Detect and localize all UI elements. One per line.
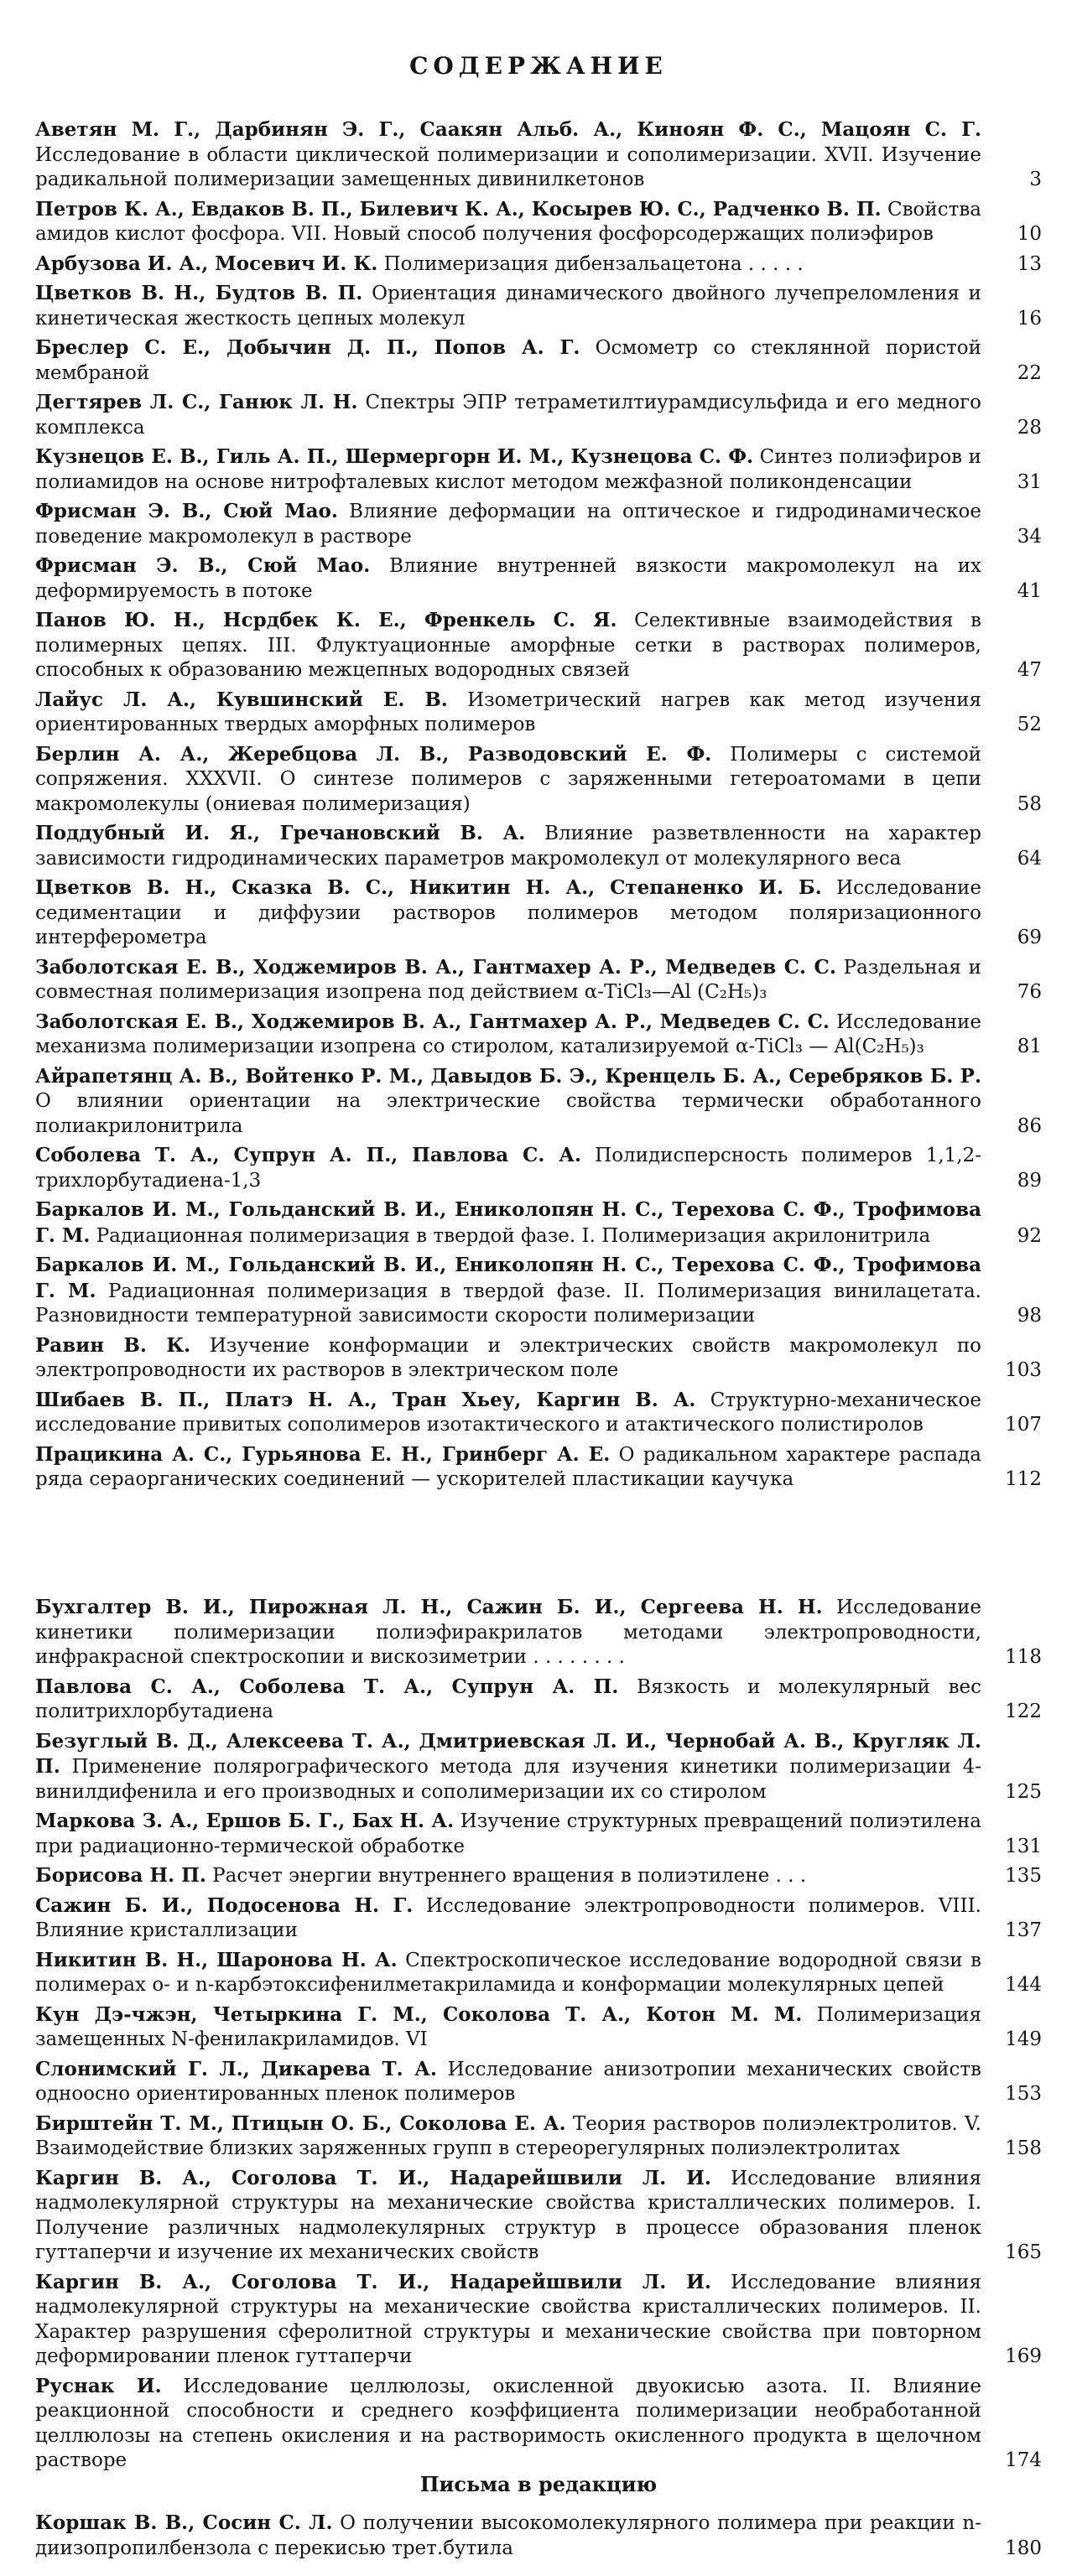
- toc-entry: [35, 1893, 1042, 1944]
- toc-entry-text: [35, 553, 981, 604]
- toc-entry-page: 69: [1017, 927, 1042, 948]
- toc-entry-title: Исследование электропроводности полимеров. VIII. Влияние кристаллизации: [35, 1894, 981, 1941]
- toc-entry: [35, 1253, 1042, 1329]
- toc-entry-page: 76: [1017, 981, 1042, 1003]
- toc-entry-authors: Аветян М. Г., Дарбинян Э. Г., Саакян Альб. А., Киноян Ф. С., Мацоян С. Г.: [35, 118, 981, 141]
- toc-entry-page: 13: [1017, 252, 1042, 275]
- toc-entry: [35, 955, 1042, 1005]
- toc-entry-text: [35, 2374, 981, 2474]
- toc-entry-page: 149: [1005, 2028, 1042, 2050]
- toc-entry-page: 89: [1017, 1169, 1042, 1192]
- toc-entry: [35, 1388, 1042, 1438]
- toc-entry: [35, 1675, 1042, 1725]
- toc-entry-title: Влияние внутренней вязкости макромолекул на их деформируемость в потоке: [35, 555, 981, 602]
- toc-entry-text: [35, 390, 981, 440]
- letters-heading: Письма в редакцию: [419, 2472, 658, 2496]
- toc-entry-title: Влияние разветвленности на характер зависимости гидродинамических параметров макромолекул от молекулярного веса: [35, 823, 981, 870]
- toc-entry-authors: Поддубный И. Я., Гречановский В. А.: [35, 822, 526, 844]
- toc-entry-authors: Панов Ю. Н., Нсрдбек К. Е., Френкель С. Я.: [35, 609, 617, 631]
- toc-entry: [35, 1863, 1042, 1889]
- toc-entry-text: [35, 335, 981, 386]
- toc-entry-page: 112: [1005, 1468, 1042, 1490]
- toc-entry-text: [35, 1253, 981, 1329]
- toc-entry: [35, 1595, 1042, 1670]
- toc-entry: [35, 688, 1042, 738]
- toc-entry-title: Теория растворов полиэлектролитов. V. Взаимодействие близких заряженных групп в стереорегулярных полиэлектролитах: [35, 2112, 981, 2159]
- toc-entry-authors: Слонимский Г. Л., Дикарева Т. А.: [35, 2057, 437, 2080]
- toc-entry-authors: Никитин В. Н., Шаронова Н. А.: [35, 1948, 398, 1971]
- toc-entry: [35, 117, 1042, 193]
- toc-entry-title: Исследование целлюлозы, окисленной двуокисью азота. II. Влияние реакционной способности и среднего коэффициента полимеризации необработанной целлюлозы на степень окисления и на растворимость окисленного продукта в щелочном растворе: [35, 2375, 981, 2471]
- toc-entry-text: [35, 444, 981, 495]
- toc-entry-text: [35, 955, 981, 1005]
- toc-entry-page: 158: [1005, 2137, 1042, 2159]
- toc-entry: [35, 1333, 1042, 1384]
- toc-entry-text: [35, 1064, 981, 1140]
- toc-entry-authors: Бреслер С. Е., Добычин Д. П., Попов А. Г.: [35, 336, 580, 359]
- toc-entry-page: 103: [1005, 1359, 1042, 1381]
- toc-entry: [35, 1197, 1042, 1249]
- toc-entry: [35, 1809, 1042, 1859]
- toc-entry-page: 107: [1005, 1414, 1042, 1436]
- toc-entry-page: 180: [1005, 2537, 1042, 2559]
- toc-entry: [35, 553, 1042, 604]
- toc-entry: [35, 1064, 1042, 1140]
- toc-entry-text: [35, 1143, 981, 1193]
- toc-entry-title: О влиянии ориентации на электрические свойства термически обработанного полиакрилонитрила: [35, 1090, 981, 1137]
- toc-entry-authors: Соболева Т. А., Супрун А. П., Павлова С. А.: [35, 1144, 581, 1166]
- toc-entry-page: 144: [1005, 1974, 1042, 1996]
- toc-entry-text: [35, 608, 981, 683]
- toc-entry-text: [35, 1595, 981, 1670]
- toc-entry-text: [35, 1729, 981, 1805]
- toc-entry-page: 118: [1005, 1646, 1042, 1668]
- toc-entry-authors: Каргин В. А., Соголова Т. И., Надарейшвили Л. И.: [35, 2270, 711, 2293]
- toc-entry-title: Синтез полиэфиров и полиамидов на основе нитрофталевых кислот методом межфазной поликонденсации: [35, 446, 981, 493]
- toc-entry-title: Исследование влияния надмолекулярной структуры на механические свойства кристаллических полимеров. II. Характер разрушения сферолитной структуры и механические свойства при повторном деформировании пленок гуттаперчи: [35, 2271, 981, 2367]
- toc-entry-page: 137: [1005, 1919, 1042, 1941]
- toc-entry-page: 3: [1029, 169, 1042, 190]
- toc-entry-title: Вязкость и молекулярный вес политрихлорбутадиена: [35, 1675, 982, 1722]
- toc-entry-title: О получении высокомолекулярного полимера при реакции n-диизопропилбензола с перекисью трет.бутила: [35, 2512, 982, 2559]
- toc-entry: [35, 390, 1042, 440]
- toc-entry-text: [35, 742, 981, 818]
- toc-entry-page: 81: [1017, 1036, 1042, 1057]
- toc-entry-page: 41: [1017, 579, 1042, 602]
- toc-entry-title: Радиационная полимеризация в твердой фазе. I. Полимеризация акрилонитрила: [96, 1224, 931, 1247]
- toc-entry-title: Свойства амидов кислот фосфора. VII. Новый способ получения фосфорсодержащих полиэфиров: [35, 198, 981, 245]
- toc-entry-authors: Равин В. К.: [35, 1333, 191, 1357]
- toc-entry-authors: Цветков В. Н., Будтов В. П.: [35, 282, 363, 304]
- toc-entry-text: [35, 1675, 981, 1725]
- toc-entry-text: [35, 1010, 981, 1060]
- toc-entry-page: 86: [1017, 1114, 1042, 1137]
- toc-entry: [35, 335, 1042, 386]
- toc-entry-authors: Руснак И.: [35, 2374, 162, 2397]
- toc-entry-title: Применение полярографического метода для изучения кинетики полимеризации 4-винилдифенила и его производных и сополимеризации их со стиролом: [35, 1756, 981, 1803]
- toc-entry-page: 92: [1017, 1224, 1042, 1247]
- toc-entry-title: Спектры ЭПР тетраметилтиурамдисульфида и его медного комплекса: [35, 392, 981, 439]
- toc-entry-page: 22: [1017, 361, 1042, 384]
- page-title: СОДЕРЖАНИЕ: [409, 52, 668, 80]
- toc-entry-text: [35, 1893, 981, 1944]
- toc-entry-page: 52: [1017, 714, 1042, 735]
- toc-entry-authors: Кун Дэ-чжэн, Четыркина Г. М., Соколова Т. А., Котон М. М.: [35, 2002, 803, 2026]
- toc-entry: [35, 2374, 1042, 2474]
- toc-entry-authors: Берлин А. А., Жеребцова Л. В., Разводовский Е. Ф.: [35, 742, 712, 766]
- toc-entry-page: 34: [1017, 525, 1042, 548]
- toc-entry-title: Селективные взаимодействия в полимерных цепях. III. Флуктуационные аморфные сетки в растворах полимеров, способных к образованию межцепных водородных связей: [35, 610, 982, 681]
- toc-entry-authors: Маркова З. А., Ершов Б. Г., Бах Н. А.: [35, 1810, 455, 1832]
- toc-entry-title: Расчет энергии внутреннего вращения в полиэтилене . . .: [212, 1865, 807, 1887]
- toc-entry-page: 16: [1017, 307, 1042, 330]
- toc-entry-authors: Бирштейн Т. М., Птицын О. Б., Соколова Е. А.: [35, 2111, 566, 2135]
- toc-entry-page: 135: [1005, 1865, 1042, 1887]
- toc-entry: [35, 2270, 1042, 2370]
- toc-entry: [35, 281, 1042, 331]
- toc-group-1: [35, 117, 1042, 1497]
- toc-entry-page: 64: [1017, 847, 1042, 870]
- toc-entry: [35, 875, 1042, 951]
- toc-entry-text: [35, 1863, 981, 1889]
- toc-entry: [35, 1010, 1042, 1060]
- toc-entry-text: [35, 2511, 981, 2561]
- toc-entry: [35, 1442, 1042, 1493]
- toc-entry-title: Осмометр со стеклянной пористой мембраной: [35, 337, 981, 384]
- toc-entry-authors: Лайус Л. А., Кувшинский Е. В.: [35, 688, 448, 711]
- toc-entry-page: 165: [1005, 2241, 1042, 2263]
- toc-entry-text: [35, 2002, 981, 2053]
- toc-entry-text: [35, 821, 981, 871]
- toc-entry-authors: Бухгалтер В. И., Пирожная Л. Н., Сажин Б. И., Сергеева Н. Н.: [35, 1596, 823, 1618]
- toc-entry-authors: Заболотская Е. В., Ходжемиров В. А., Гантмахер А. Р., Медведев С. С.: [35, 955, 836, 979]
- toc-entry-text: [35, 1442, 981, 1493]
- toc-entry-text: [35, 2057, 981, 2107]
- toc-group-3: [35, 2511, 1042, 2565]
- toc-entry-page: 47: [1017, 659, 1042, 681]
- toc-entry-title: Исследование кинетики полимеризации полиэфиракрилатов методами электропроводности, инфракрасной спектроскопии и вискозиметрии . . . . . . . .: [35, 1597, 982, 1668]
- toc-entry-authors: Борисова Н. П.: [35, 1864, 206, 1887]
- toc-entry-text: [35, 2166, 981, 2266]
- toc-entry-title: Полидисперсность полимеров 1,1,2-трихлорбутадиена-1,3: [35, 1145, 982, 1192]
- toc-entry-title: Исследование в области циклической полимеризации и сополимеризации. XVII. Изучение радикальной полимеризации замещенных дивинилкетонов: [35, 143, 981, 190]
- toc-entry-authors: Безуглый В. Д., Алексеева Т. А., Дмитриевская Л. И., Чернобай А. В., Кругляк Л. П.: [35, 1729, 981, 1778]
- toc-entry-text: [35, 499, 981, 549]
- toc-entry-page: 28: [1017, 416, 1042, 439]
- toc-entry-title: Спектроскопическое исследование водородной связи в полимерах о- и n-карбэтоксифенилметакриламида и конформации молекулярных цепей: [35, 1949, 982, 1996]
- toc-entry-page: 122: [1005, 1701, 1042, 1722]
- toc-entry-authors: Баркалов И. М., Гольданский В. И., Ениколопян Н. С., Терехова С. Ф., Трофимова Г. М.: [35, 1254, 981, 1302]
- toc-entry-authors: Шибаев В. П., Платэ Н. А., Тран Хьеу, Каргин В. А.: [35, 1388, 696, 1411]
- toc-entry: [35, 2002, 1042, 2053]
- toc-entry: [35, 197, 1042, 247]
- toc-entry-authors: Павлова С. А., Соболева Т. А., Супрун А. П.: [35, 1675, 619, 1698]
- toc-entry-page: 153: [1005, 2083, 1042, 2105]
- toc-entry-title: Влияние деформации на оптическое и гидродинамическое поведение макромолекул в растворе: [35, 501, 981, 548]
- toc-entry-authors: Баркалов И. М., Гольданский В. И., Ениколопян Н. С., Терехова С. Ф., Трофимова Г. М.: [35, 1198, 981, 1247]
- toc-entry-text: [35, 2111, 981, 2162]
- toc-entry-title: Изучение структурных превращений полиэтилена при радиационно-термической обработке: [35, 1810, 982, 1857]
- toc-entry-text: [35, 1948, 981, 1998]
- toc-entry: [35, 2166, 1042, 2266]
- toc-entry: [35, 821, 1042, 871]
- toc-entry-page: 131: [1005, 1835, 1042, 1857]
- toc-entry-text: [35, 252, 981, 278]
- toc-entry-title: Исследование механизма полимеризации изопрена со стиролом, катализируемой α-TiCl₃ — Al(C₂H₅)₃: [35, 1010, 981, 1057]
- toc-entry: [35, 608, 1042, 683]
- toc-entry: [35, 1729, 1042, 1805]
- toc-entry-title: Изометрический нагрев как метод изучения ориентированных твердых аморфных полимеров: [35, 688, 982, 735]
- toc-entry-title: Полимеризация дибензальацетона . . . . .: [383, 252, 804, 275]
- toc-entry: [35, 444, 1042, 495]
- toc-group-2: [35, 1595, 1042, 2478]
- toc-entry-authors: Кузнецов Е. В., Гиль А. П., Шермергорн И. М., Кузнецова С. Ф.: [35, 445, 754, 468]
- toc-entry: [35, 742, 1042, 818]
- toc-entry-authors: Фрисман Э. В., Сюй Мао.: [35, 500, 338, 522]
- toc-entry-page: 125: [1005, 1780, 1042, 1803]
- toc-entry-title: Радиационная полимеризация в твердой фазе. II. Полимеризация винилацетата. Разновидности температурной зависимости скорости полимеризации: [35, 1280, 981, 1327]
- toc-entry-text: [35, 117, 981, 193]
- toc-entry-authors: Працикина А. С., Гурьянова Е. Н., Гринберг А. Е.: [35, 1442, 611, 1466]
- toc-entry-title: Раздельная и совместная полимеризация изопрена под действием α-TiCl₃—Al (C₂H₅)₃: [35, 956, 981, 1003]
- toc-entry-text: [35, 1333, 981, 1384]
- toc-entry-title: Исследование анизотропии механических свойств одноосно ориентированных пленок полимеров: [35, 2058, 981, 2105]
- toc-entry-authors: Арбузова И. А., Мосевич И. К.: [35, 252, 378, 275]
- toc-entry-title: Исследование влияния надмолекулярной структуры на механические свойства кристаллических полимеров. I. Получение различных надмолекулярных структур в процессе образования пленок гуттаперчи и изучение их механических свойств: [35, 2167, 981, 2263]
- toc-entry-text: [35, 1809, 981, 1859]
- toc-entry-authors: Сажин Б. И., Подосенова Н. Г.: [35, 1893, 414, 1917]
- toc-entry-page: 58: [1017, 792, 1042, 815]
- toc-entry-title: О радикальном характере распада ряда сераорганических соединений — ускорителей пластикации каучука: [35, 1443, 981, 1490]
- toc-entry: [35, 2111, 1042, 2162]
- toc-entry-authors: Коршак В. В., Сосин С. Л.: [35, 2511, 333, 2534]
- toc-entry-authors: Фрисман Э. В., Сюй Мао.: [35, 554, 371, 577]
- toc-entry: [35, 252, 1042, 278]
- toc-entry-title: Исследование седиментации и диффузии растворов полимеров методом поляризационного интерферометра: [35, 877, 981, 948]
- toc-entry-title: Изучение конформации и электрических свойств макромолекул по электропроводности их растворов в электрическом поле: [35, 1334, 981, 1381]
- toc-entry-authors: Дегтярев Л. С., Ганюк Л. Н.: [35, 391, 358, 413]
- toc-entry-page: 31: [1017, 470, 1042, 493]
- toc-entry: [35, 499, 1042, 549]
- toc-entry-text: [35, 2270, 981, 2370]
- toc-entry-page: 174: [1005, 2449, 1042, 2471]
- toc-entry-authors: Петров К. А., Евдаков В. П., Билевич К. А., Косырев Ю. С., Радченко В. П.: [35, 197, 882, 221]
- toc-entry-title: Полимеризация замещенных N-фенилакриламидов. VI: [35, 2003, 981, 2050]
- toc-entry-authors: Цветков В. Н., Сказка В. С., Никитин Н. А., Степаненко И. Б.: [35, 876, 822, 899]
- toc-entry-text: [35, 1388, 981, 1438]
- toc-entry-title: Структурно-механическое исследование привитых сополимеров изотактического и атактического полистиролов: [35, 1389, 981, 1436]
- toc-entry-text: [35, 281, 981, 331]
- toc-entry-authors: Айрапетянц А. В., Войтенко Р. М., Давыдов Б. Э., Кренцель Б. А., Серебряков Б. Р.: [35, 1064, 981, 1088]
- toc-entry-title: Ориентация динамического двойного лучепреломления и кинетическая жесткость цепных молекул: [35, 283, 981, 330]
- toc-entry-authors: Заболотская Е. В., Ходжемиров В. А., Гантмахер А. Р., Медведев С. С.: [35, 1010, 830, 1033]
- toc-entry-text: [35, 875, 981, 951]
- toc-entry-page: 98: [1017, 1305, 1042, 1327]
- toc-entry-title: Полимеры с системой сопряжения. XXXVII. О синтезе полимеров с заряженными гетероатомами в цепи макромолекулы (ониевая полимеризация): [35, 743, 982, 815]
- toc-entry-page: 169: [1005, 2345, 1042, 2367]
- toc-entry-text: [35, 1197, 981, 1249]
- toc-entry: [35, 2511, 1042, 2561]
- toc-entry-text: [35, 197, 981, 247]
- toc-entry: [35, 1143, 1042, 1193]
- toc-entry: [35, 1948, 1042, 1998]
- toc-entry: [35, 2057, 1042, 2107]
- toc-entry-text: [35, 688, 981, 738]
- toc-entry-authors: Каргин В. А., Соголова Т. И., Надарейшвили Л. И.: [35, 2166, 711, 2189]
- toc-entry-page: 10: [1017, 223, 1042, 245]
